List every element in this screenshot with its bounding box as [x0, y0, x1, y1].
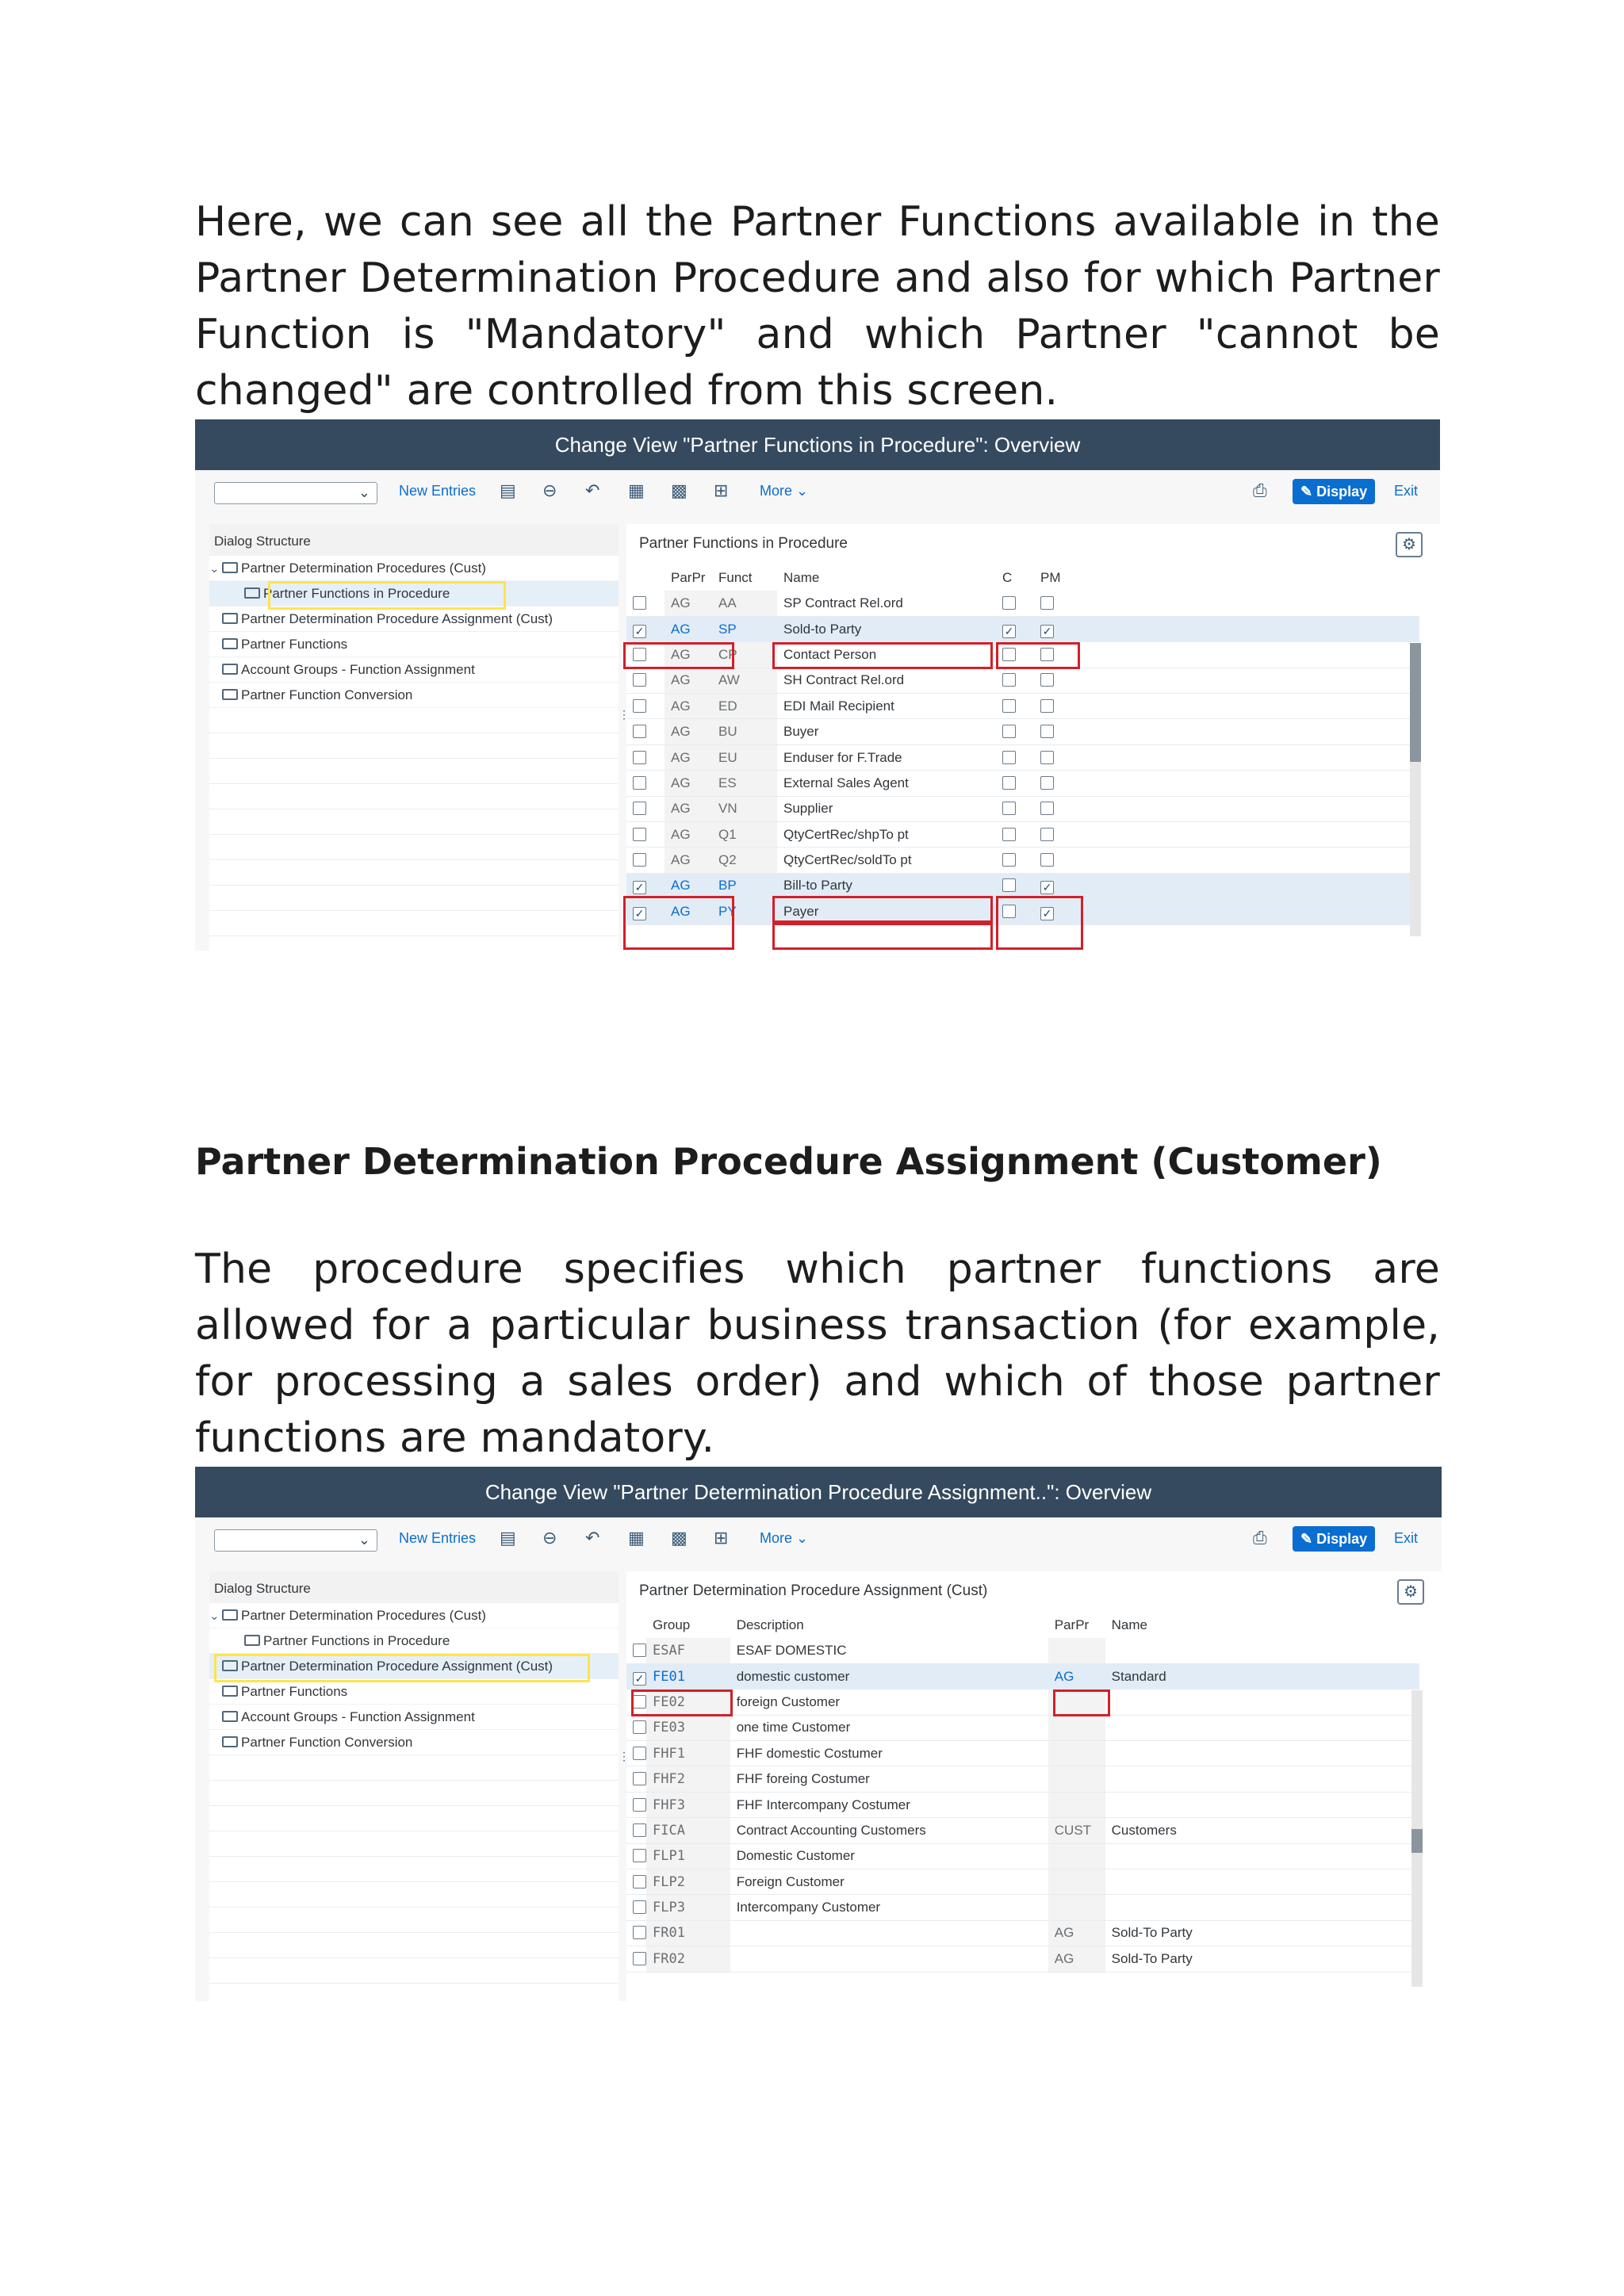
cell-name: QtyCertRec/shpTo pt [777, 822, 996, 848]
table-row[interactable] [626, 1792, 1419, 1817]
variant-select[interactable] [214, 482, 377, 504]
cell-group: FE01 [646, 1663, 730, 1689]
cell-name: Buyer [777, 719, 996, 744]
window-title: Change View "Partner Determination Procedure Assignment..": Overview [195, 1467, 1442, 1517]
cell-description: Foreign Customer [730, 1869, 1048, 1895]
sap-screen-procedure-assignment [195, 1467, 1442, 2001]
folder-open-icon [244, 587, 260, 599]
intro-paragraph: Here, we can see all the Partner Functions available in the Partner Determination Procedure and also for which Partner Function is "Mandatory" and which Partner "cannot be changed" are controlled from this screen. [195, 198, 1440, 415]
copy-icon[interactable]: ▤ [500, 480, 516, 500]
undo-icon[interactable]: ↶ [585, 1528, 600, 1548]
cell-description [730, 1920, 1048, 1946]
cannot-change-checkbox[interactable]: ✓ [1002, 625, 1016, 638]
cell-funct: SP [712, 616, 777, 641]
cell-name: Contact Person [777, 642, 996, 668]
tree-item-procedure-assignment[interactable]: Partner Determination Procedure Assignment (Cust) [209, 1654, 619, 1679]
more-menu[interactable]: More ⌄ [760, 1530, 809, 1546]
cell-funct: ES [712, 771, 777, 796]
variant-select[interactable] [214, 1529, 377, 1552]
select-all-icon[interactable]: ▦ [628, 1528, 645, 1548]
tree-item-account-groups[interactable]: Account Groups - Function Assignment [209, 657, 619, 683]
cell-parpr: CUST [1048, 1818, 1105, 1843]
deselect-all-icon[interactable]: ⊞ [714, 1528, 729, 1548]
cell-name: Sold-to Party [777, 616, 996, 641]
cell-description [730, 1946, 1048, 1972]
panel-title: Partner Determination Procedure Assignment (Cust) [639, 1582, 988, 1599]
highlight-red-box [996, 896, 1083, 950]
cell-description: Contract Accounting Customers [730, 1818, 1048, 1843]
highlight-red-box [1053, 1689, 1110, 1716]
row-select-checkbox[interactable] [633, 725, 646, 738]
select-block-icon[interactable]: ▩ [671, 1528, 688, 1548]
cell-name: Payer [777, 899, 996, 924]
table-row[interactable] [626, 1741, 1419, 1766]
cell-funct: PY [712, 899, 777, 924]
partner-functions-pane [619, 524, 1440, 951]
folder-icon [222, 1736, 238, 1747]
folder-icon [222, 562, 238, 573]
cell-parpr: AG [1048, 1663, 1105, 1689]
col-funct[interactable]: Funct [712, 565, 777, 591]
procedure-assignment-table [626, 1613, 1419, 1973]
cell-parpr [1048, 1715, 1105, 1740]
cell-funct: BU [712, 719, 777, 744]
highlight-red-box [623, 642, 734, 669]
row-select-checkbox[interactable] [633, 1823, 646, 1837]
procedure-assignment-pane [619, 1571, 1442, 2001]
row-select-checkbox[interactable] [633, 828, 646, 841]
cell-name: Customers [1105, 1818, 1419, 1843]
col-description[interactable]: Description [730, 1613, 1048, 1638]
splitter-handle[interactable]: ⋮ [619, 1750, 630, 1762]
folder-icon [222, 613, 238, 624]
highlight-yellow-box [268, 581, 506, 610]
folder-icon [222, 1686, 238, 1697]
cell-description: FHF Intercompany Costumer [730, 1792, 1048, 1817]
deselect-all-icon[interactable]: ⊞ [714, 480, 729, 500]
chevron-down-icon[interactable]: ⌄ [209, 1609, 220, 1623]
delete-icon[interactable]: ⊖ [542, 1528, 557, 1548]
settings-gear-icon[interactable]: ⚙ [1397, 1579, 1424, 1605]
mandatory-checkbox[interactable]: ✓ [1040, 625, 1054, 638]
highlight-red-box [772, 896, 993, 923]
row-select-checkbox[interactable] [633, 1952, 646, 1965]
chevron-down-icon: ⌄ [358, 1532, 370, 1548]
table-row[interactable] [626, 1843, 1419, 1869]
mandatory-checkbox[interactable]: ✓ [1040, 907, 1054, 920]
cannot-change-checkbox[interactable] [1002, 776, 1016, 790]
row-select-checkbox[interactable]: ✓ [633, 625, 646, 638]
tree-item-procedure-assignment[interactable]: Partner Determination Procedure Assignment (Cust) [209, 607, 619, 632]
cell-parpr: AG [665, 744, 712, 770]
cell-group: FICA [646, 1818, 730, 1843]
tree-item-partner-functions-in-procedure[interactable]: Partner Functions in Procedure [209, 1628, 619, 1654]
cannot-change-checkbox[interactable] [1002, 751, 1016, 764]
cell-group: FLP1 [646, 1843, 730, 1869]
cell-name [1105, 1869, 1419, 1895]
mandatory-checkbox[interactable] [1040, 776, 1054, 790]
cell-parpr: AG [665, 642, 712, 668]
table-row[interactable] [626, 1920, 1419, 1946]
toolbar [195, 470, 1440, 515]
highlight-yellow-box [214, 1654, 590, 1682]
more-label: More [760, 483, 793, 499]
cannot-change-checkbox[interactable] [1002, 596, 1016, 610]
tree-item-account-groups[interactable]: Account Groups - Function Assignment [209, 1705, 619, 1730]
row-select-checkbox[interactable] [633, 596, 646, 610]
cell-parpr: AG [665, 771, 712, 796]
undo-icon[interactable]: ↶ [585, 480, 600, 500]
mandatory-checkbox[interactable] [1040, 828, 1054, 841]
cell-parpr: AG [665, 873, 712, 898]
cell-name: Bill-to Party [777, 873, 996, 898]
row-select-checkbox[interactable] [633, 673, 646, 687]
table-row[interactable] [626, 822, 1419, 848]
cell-funct: EU [712, 744, 777, 770]
table-row[interactable] [626, 1946, 1419, 1972]
toolbar [195, 1517, 1442, 1562]
display-label: Display [1316, 1531, 1368, 1547]
cell-name: Standard [1105, 1663, 1419, 1689]
cannot-change-checkbox[interactable] [1002, 725, 1016, 738]
display-button[interactable]: ✎ Display [1293, 479, 1375, 504]
row-select-checkbox[interactable] [633, 1747, 646, 1760]
row-select-checkbox[interactable] [633, 1926, 646, 1939]
settings-gear-icon[interactable]: ⚙ [1396, 532, 1423, 557]
cell-funct: BP [712, 873, 777, 898]
row-select-checkbox[interactable] [633, 776, 646, 790]
table-row[interactable] [626, 848, 1419, 873]
cell-group: ESAF [646, 1638, 730, 1663]
cannot-change-checkbox[interactable] [1002, 699, 1016, 713]
col-parpr[interactable]: ParPr [665, 565, 712, 591]
exit-button[interactable]: Exit [1394, 1530, 1419, 1546]
dialog-structure-pane [209, 1571, 619, 2001]
mandatory-checkbox[interactable] [1040, 725, 1054, 738]
mandatory-checkbox[interactable] [1040, 596, 1054, 610]
row-select-checkbox[interactable] [633, 1644, 646, 1657]
cell-parpr: AG [665, 848, 712, 873]
row-select-checkbox[interactable] [633, 1900, 646, 1914]
cell-name: QtyCertRec/soldTo pt [777, 848, 996, 873]
mandatory-checkbox[interactable] [1040, 751, 1054, 764]
cell-funct: AW [712, 668, 777, 693]
col-parpr[interactable]: ParPr [1048, 1613, 1105, 1638]
cannot-change-checkbox[interactable] [1002, 853, 1016, 867]
cell-name [1105, 1843, 1419, 1869]
cell-description: one time Customer [730, 1715, 1048, 1740]
window-title: Change View "Partner Functions in Procedure": Overview [195, 419, 1440, 470]
print-icon[interactable]: ⎙ [1253, 1528, 1267, 1548]
folder-icon [222, 638, 238, 649]
scroll-thumb[interactable] [1411, 1829, 1423, 1853]
table-row[interactable] [626, 591, 1419, 616]
tree-item-partner-functions[interactable]: Partner Functions [209, 632, 619, 657]
display-button[interactable]: ✎ Display [1293, 1526, 1375, 1552]
cell-group: FLP2 [646, 1869, 730, 1895]
mandatory-checkbox[interactable] [1040, 853, 1054, 867]
cell-parpr [1048, 1895, 1105, 1920]
cell-funct: ED [712, 694, 777, 719]
cannot-change-checkbox[interactable] [1002, 828, 1016, 841]
cell-group: FHF1 [646, 1741, 730, 1766]
cell-parpr: AG [665, 616, 712, 641]
col-pm[interactable]: PM [1034, 565, 1419, 591]
row-select-checkbox[interactable]: ✓ [633, 907, 646, 920]
highlight-red-box [772, 923, 993, 950]
cell-funct: VN [712, 796, 777, 821]
table-row[interactable] [626, 796, 1419, 821]
more-menu[interactable]: More ⌄ [760, 483, 809, 499]
mandatory-checkbox[interactable] [1040, 699, 1054, 713]
cell-name: SP Contract Rel.ord [777, 591, 996, 616]
new-entries-button[interactable]: New Entries [399, 483, 477, 499]
row-select-checkbox[interactable] [633, 751, 646, 764]
cannot-change-checkbox[interactable] [1002, 802, 1016, 815]
highlight-red-box [631, 1689, 733, 1716]
cell-name [1105, 1895, 1419, 1920]
mandatory-checkbox[interactable] [1040, 802, 1054, 815]
col-name[interactable]: Name [777, 565, 996, 591]
cell-description: domestic customer [730, 1663, 1048, 1689]
tree-item-partner-functions-in-procedure[interactable]: Partner Functions in Procedure [209, 581, 619, 607]
row-select-checkbox[interactable] [633, 1875, 646, 1888]
select-block-icon[interactable]: ▩ [671, 480, 688, 500]
cannot-change-checkbox[interactable] [1002, 878, 1016, 892]
cannot-change-checkbox[interactable] [1002, 673, 1016, 687]
select-all-icon[interactable]: ▦ [628, 480, 645, 500]
row-select-checkbox[interactable] [633, 699, 646, 713]
cell-group: FE02 [646, 1689, 730, 1715]
print-icon[interactable]: ⎙ [1253, 480, 1267, 500]
folder-icon [222, 689, 238, 700]
table-row[interactable] [626, 1895, 1419, 1920]
cell-funct: AA [712, 591, 777, 616]
vertical-scrollbar[interactable] [1410, 643, 1421, 936]
row-select-checkbox[interactable] [633, 1772, 646, 1785]
folder-icon [244, 1635, 260, 1646]
row-select-checkbox[interactable] [633, 1849, 646, 1862]
cell-parpr: AG [665, 822, 712, 848]
cell-name [1105, 1741, 1419, 1766]
cell-name: External Sales Agent [777, 771, 996, 796]
folder-icon [222, 664, 238, 675]
cell-parpr: AG [1048, 1920, 1105, 1946]
cell-parpr: AG [665, 694, 712, 719]
cell-name: Enduser for F.Trade [777, 744, 996, 770]
new-entries-button[interactable]: New Entries [399, 1530, 477, 1546]
table-row[interactable] [626, 1689, 1419, 1715]
cell-parpr [1048, 1843, 1105, 1869]
cell-name [1105, 1638, 1419, 1663]
cell-description: FHF foreing Costumer [730, 1766, 1048, 1792]
dialog-structure-pane [209, 524, 619, 951]
chevron-down-icon: ⌄ [358, 484, 370, 500]
table-row[interactable] [626, 1715, 1419, 1740]
table-row[interactable] [626, 719, 1419, 744]
table-row[interactable] [626, 1766, 1419, 1792]
chevron-down-icon[interactable]: ⌄ [209, 562, 220, 576]
cell-parpr: AG [1048, 1946, 1105, 1972]
tree-item-procedures[interactable]: ⌄ Partner Determination Procedures (Cust) [209, 1603, 619, 1628]
cell-description: Domestic Customer [730, 1843, 1048, 1869]
cell-name [1105, 1792, 1419, 1817]
splitter-handle[interactable]: ⋮ [619, 708, 630, 721]
col-c[interactable]: C [996, 565, 1034, 591]
cell-description: foreign Customer [730, 1689, 1048, 1715]
cell-group: FHF2 [646, 1766, 730, 1792]
col-group[interactable]: Group [646, 1613, 730, 1638]
cell-name: Sold-To Party [1105, 1920, 1419, 1946]
cell-name [1105, 1689, 1419, 1715]
row-select-checkbox[interactable] [633, 853, 646, 867]
tree-item-procedures[interactable]: ⌄ Partner Determination Procedures (Cust) [209, 556, 619, 581]
cell-parpr [1048, 1766, 1105, 1792]
cell-name [1105, 1715, 1419, 1740]
cell-group: FLP3 [646, 1895, 730, 1920]
exit-button[interactable]: Exit [1394, 483, 1419, 499]
cell-funct: CP [712, 642, 777, 668]
cell-parpr: AG [665, 668, 712, 693]
table-row[interactable] [626, 616, 1419, 641]
cell-parpr [1048, 1792, 1105, 1817]
table-row[interactable] [626, 873, 1419, 898]
col-name[interactable]: Name [1105, 1613, 1419, 1638]
highlight-red-box [623, 896, 734, 950]
cell-name [1105, 1766, 1419, 1792]
cell-description: FHF domestic Costumer [730, 1741, 1048, 1766]
cell-parpr: AG [665, 796, 712, 821]
cell-parpr [1048, 1869, 1105, 1895]
table-row[interactable] [626, 1818, 1419, 1843]
folder-icon [222, 1711, 238, 1722]
panel-title: Partner Functions in Procedure [639, 535, 848, 552]
folder-icon [222, 1609, 238, 1621]
cell-name: Supplier [777, 796, 996, 821]
display-label: Display [1316, 484, 1368, 499]
cell-parpr: AG [665, 591, 712, 616]
highlight-red-box [772, 642, 993, 669]
more-label: More [760, 1530, 793, 1546]
cell-funct: Q2 [712, 848, 777, 873]
dialog-structure-title: Dialog Structure [209, 1571, 619, 1603]
copy-icon[interactable]: ▤ [500, 1528, 516, 1548]
dialog-structure-title: Dialog Structure [209, 524, 619, 556]
cell-parpr: AG [665, 719, 712, 744]
cell-group: FHF3 [646, 1792, 730, 1817]
section-paragraph: The procedure specifies which partner functions are allowed for a particular business transaction (for example, for processing a sales order) and which of those partner functions are mandatory. [195, 1246, 1440, 1462]
cell-parpr: AG [665, 899, 712, 924]
cell-name: EDI Mail Recipient [777, 694, 996, 719]
section-heading: Partner Determination Procedure Assignment (Customer) [195, 1140, 1382, 1183]
table-row[interactable] [626, 744, 1419, 770]
cell-funct: Q1 [712, 822, 777, 848]
tree-item-partner-functions[interactable]: Partner Functions [209, 1679, 619, 1705]
row-select-checkbox[interactable]: ✓ [633, 881, 646, 894]
cell-description: ESAF DOMESTIC [730, 1638, 1048, 1663]
cell-parpr [1048, 1638, 1105, 1663]
cell-parpr [1048, 1741, 1105, 1766]
cell-group: FE03 [646, 1715, 730, 1740]
delete-icon[interactable]: ⊖ [542, 480, 557, 500]
sap-screen-partner-functions [195, 419, 1440, 951]
tree-item-function-conversion[interactable]: Partner Function Conversion [209, 1730, 619, 1755]
cell-name: SH Contract Rel.ord [777, 668, 996, 693]
table-row[interactable] [626, 668, 1419, 693]
table-row[interactable] [626, 694, 1419, 719]
row-select-checkbox[interactable] [633, 1798, 646, 1812]
cell-description: Intercompany Customer [730, 1895, 1048, 1920]
cell-group: FR01 [646, 1920, 730, 1946]
table-row[interactable] [626, 771, 1419, 796]
table-row[interactable] [626, 1869, 1419, 1895]
mandatory-checkbox[interactable]: ✓ [1040, 881, 1054, 894]
table-row[interactable] [626, 1663, 1419, 1689]
cell-group: FR02 [646, 1946, 730, 1972]
cell-name: Sold-To Party [1105, 1946, 1419, 1972]
table-row[interactable] [626, 1638, 1419, 1663]
row-select-checkbox[interactable]: ✓ [633, 1672, 646, 1686]
tree-item-function-conversion[interactable]: Partner Function Conversion [209, 683, 619, 708]
partner-functions-table [626, 565, 1419, 925]
scroll-thumb[interactable] [1410, 643, 1421, 762]
highlight-red-box [996, 642, 1080, 669]
vertical-scrollbar[interactable] [1411, 1690, 1423, 1987]
mandatory-checkbox[interactable] [1040, 673, 1054, 687]
row-select-checkbox[interactable] [633, 1720, 646, 1734]
row-select-checkbox[interactable] [633, 802, 646, 815]
